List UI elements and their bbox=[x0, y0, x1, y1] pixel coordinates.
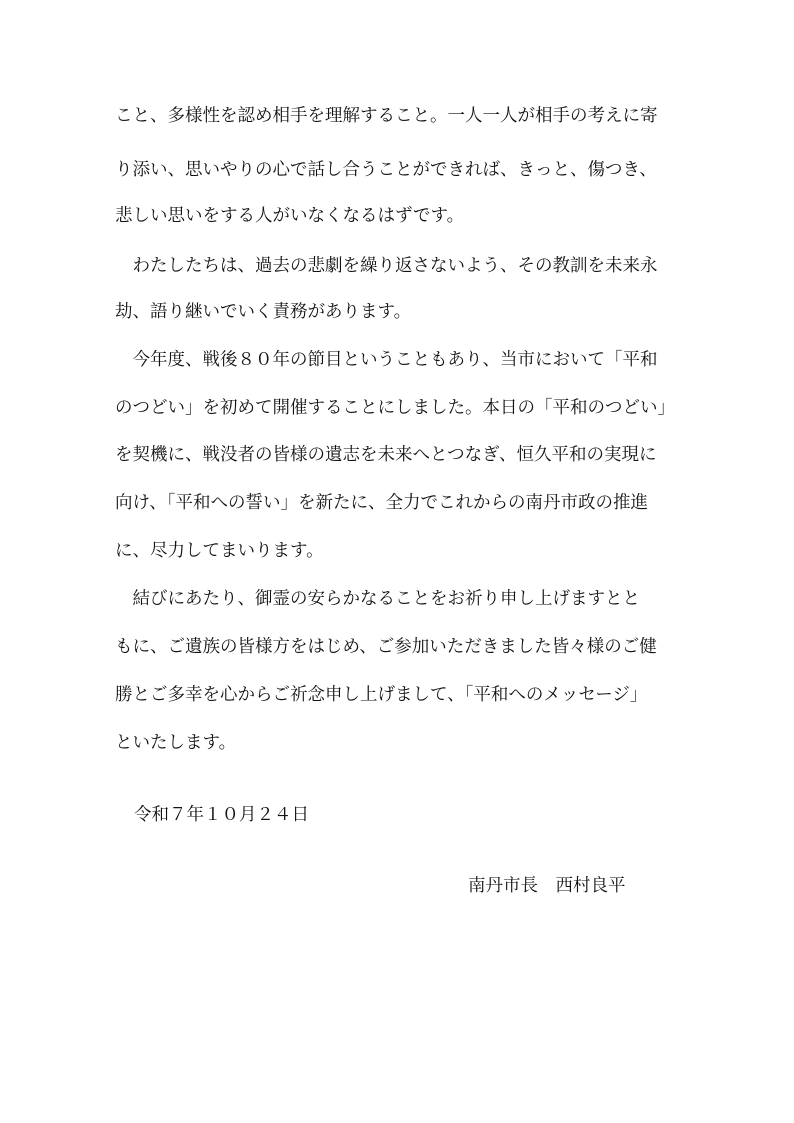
text-line: 結びにあたり、御霊の安らかなることをお祈り申し上げますとと bbox=[115, 589, 640, 609]
document-date: 令和７年１０月２４日 bbox=[134, 805, 309, 825]
text-line: 悲しい思いをする人がいなくなるはずです。 bbox=[115, 206, 465, 226]
text-line: に、尽力してまいります。 bbox=[115, 541, 324, 561]
text-line: 今年度、戦後８０年の節目ということもあり、当市において「平和 bbox=[115, 350, 658, 370]
text-line: り添い、思いやりの心で話し合うことができれば、きっと、傷つき、 bbox=[115, 160, 657, 180]
text-line: 向け、「平和への誓い」を新たに、全力でこれからの南丹市政の推進 bbox=[115, 493, 649, 513]
text-line: を契機に、戦没者の皆様の遺志を未来へとつなぎ、恒久平和の実現に bbox=[115, 445, 657, 465]
text-line: 劫、語り継いでいく責務があります。 bbox=[115, 302, 412, 322]
text-line: わたしたちは、過去の悲劇を繰り返さないよう、その教訓を未来永 bbox=[115, 256, 658, 276]
text-line: のつどい」を初めて開催することにしました。本日の「平和のつどい」 bbox=[115, 398, 675, 418]
text-line: もに、ご遺族の皆様方をはじめ、ご参加いただきました皆々様のご健 bbox=[115, 637, 657, 657]
text-line: 勝とご多幸を心からご祈念申し上げまして、「平和へのメッセージ」 bbox=[115, 685, 648, 705]
text-line: といたします。 bbox=[115, 733, 237, 753]
text-line: こと、多様性を認め相手を理解すること。一人一人が相手の考えに寄 bbox=[115, 106, 658, 126]
signature: 南丹市長 西村良平 bbox=[468, 876, 626, 896]
